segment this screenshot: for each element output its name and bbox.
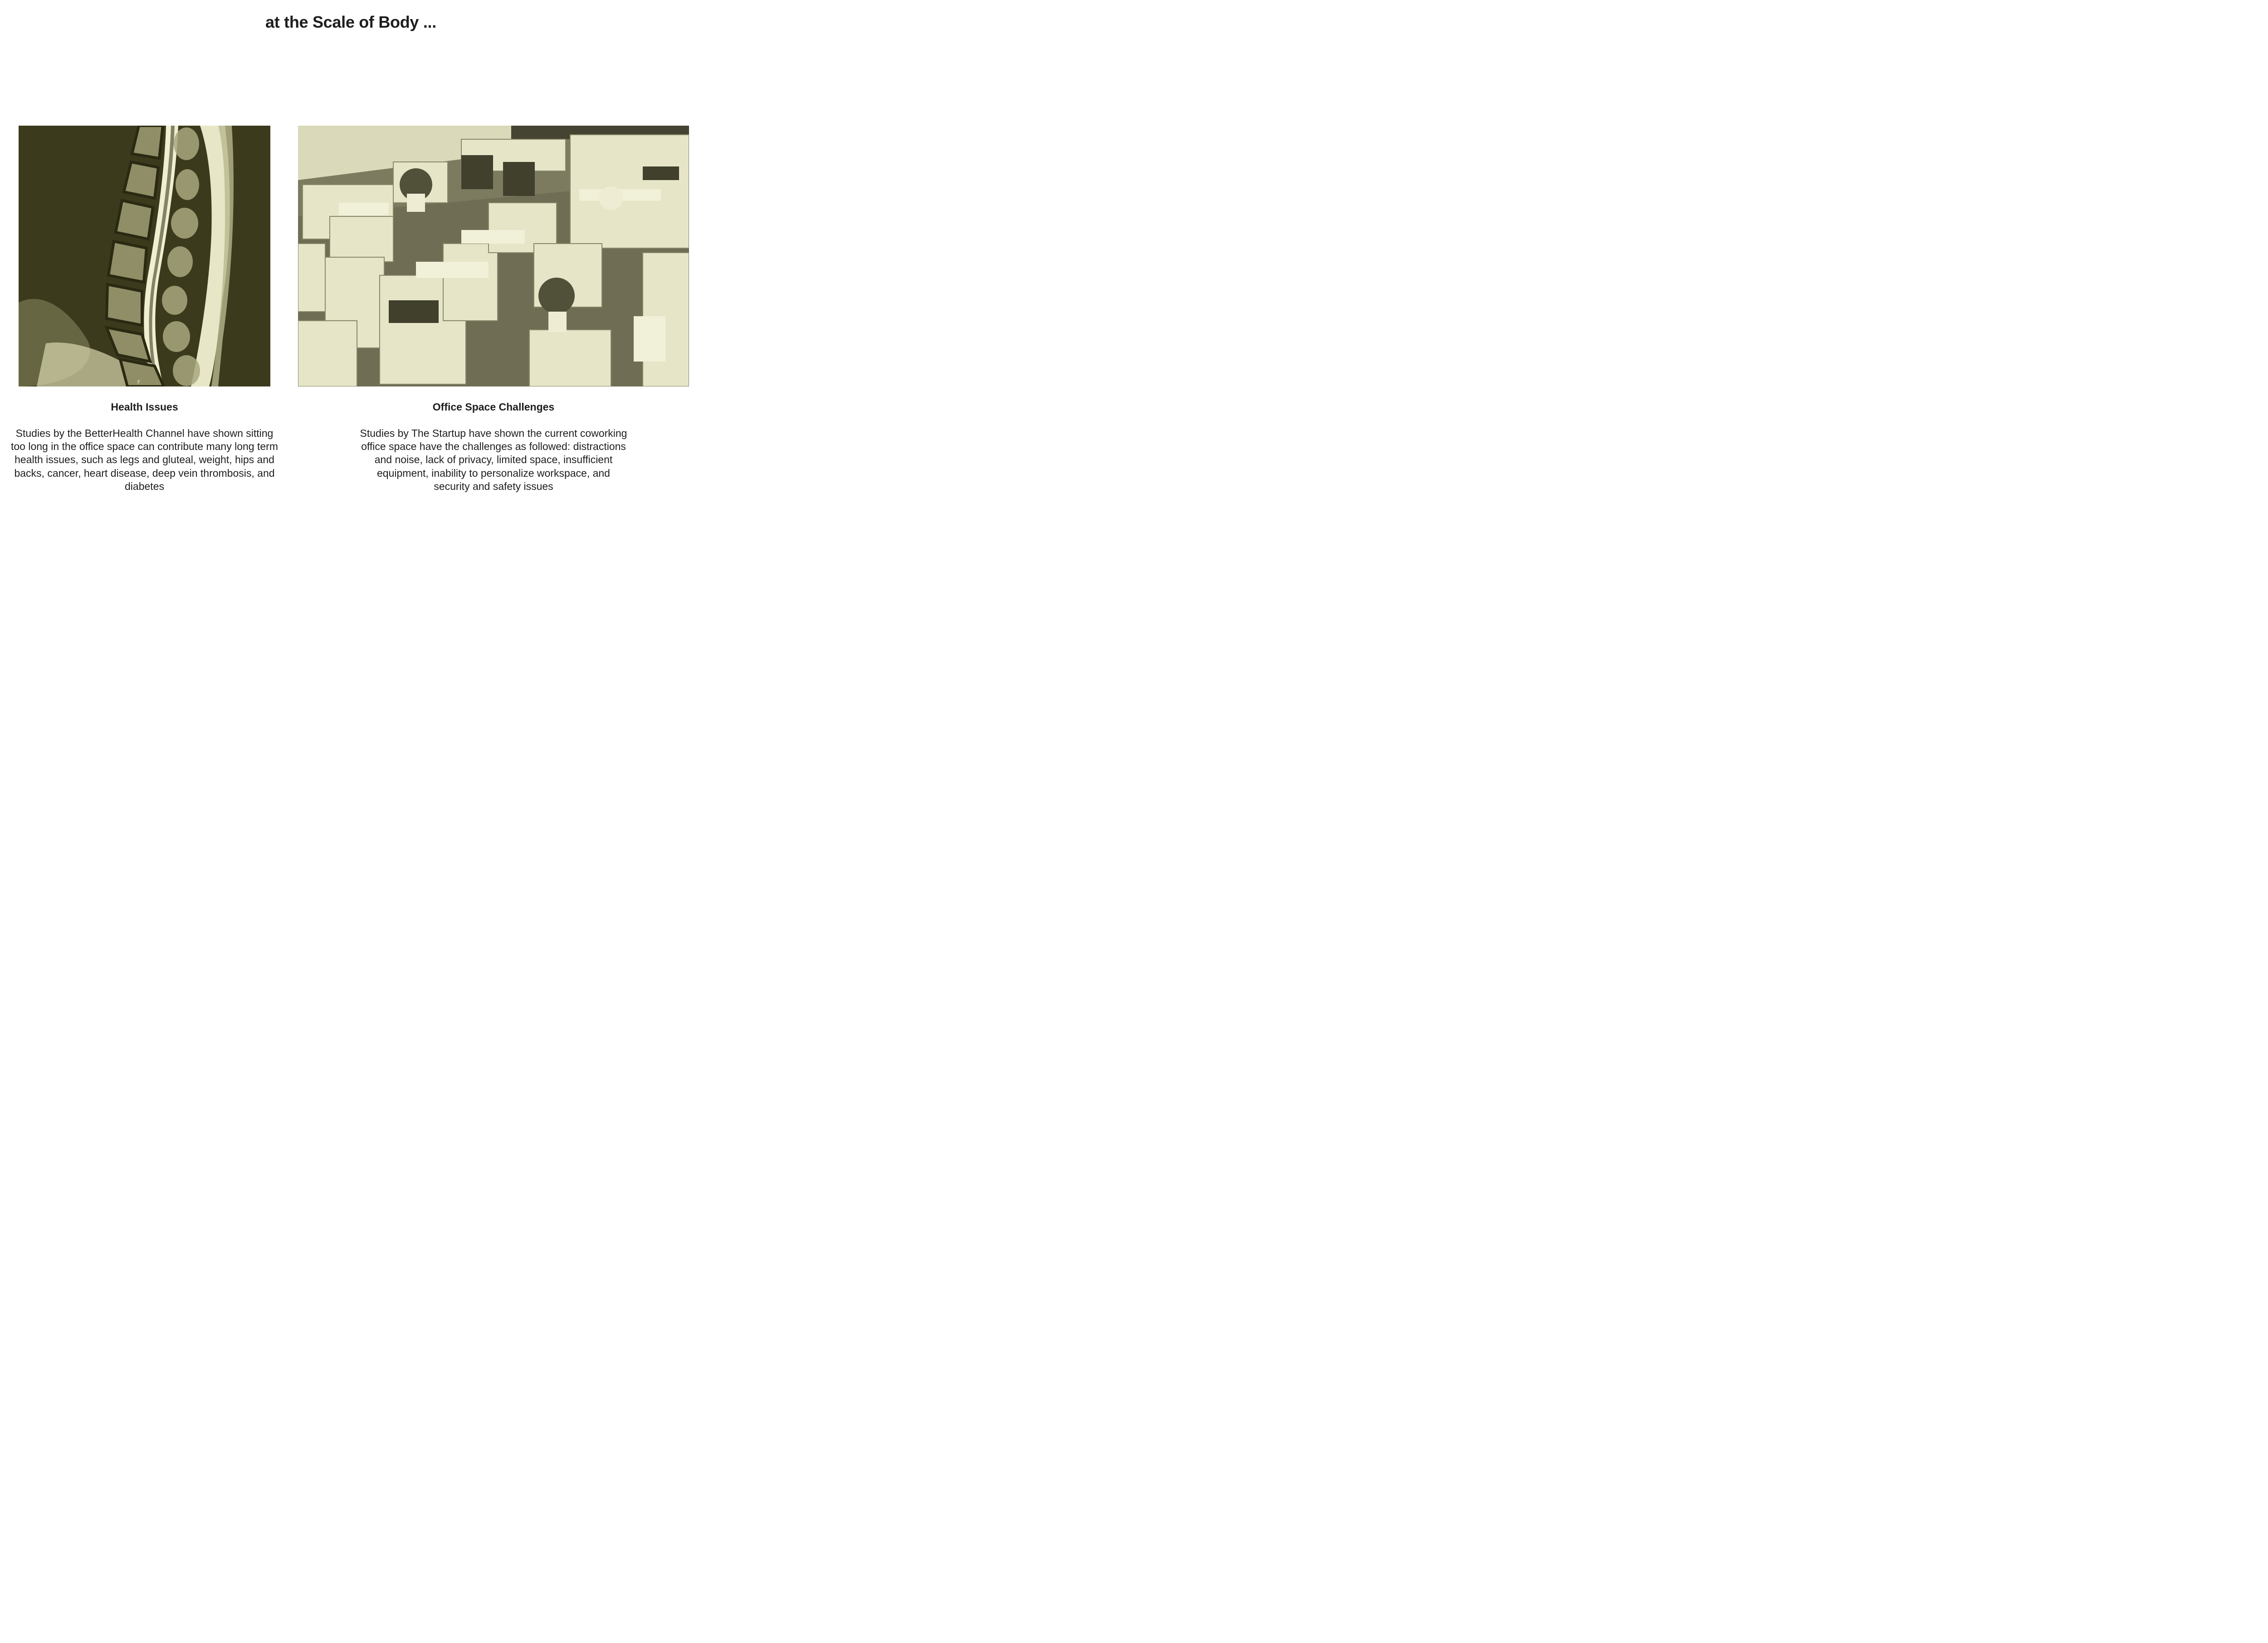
office-challenges-description: Studies by The Startup have shown the current coworking office space have the challenges as followed: distractions and noise, lack of privacy, limited space, insufficient equipment, inability to personalize workspace, and security and safety issues (360, 427, 627, 492)
health-issues-heading: Health Issues (111, 401, 178, 413)
image-marker-f: F (137, 379, 141, 385)
health-issues-description: Studies by the BetterHealth Channel have shown sitting too long in the office space can contribute many long term health issues, such as legs and gluteal, weight, hips and backs, cancer, heart disease, deep vein thrombosis, and diabetes (11, 427, 278, 492)
office-challenges-heading: Office Space Challenges (432, 401, 555, 413)
spine-mri-image (19, 126, 270, 386)
office-cubicles-photo (298, 126, 689, 386)
page-title: at the Scale of Body ... (265, 13, 436, 31)
